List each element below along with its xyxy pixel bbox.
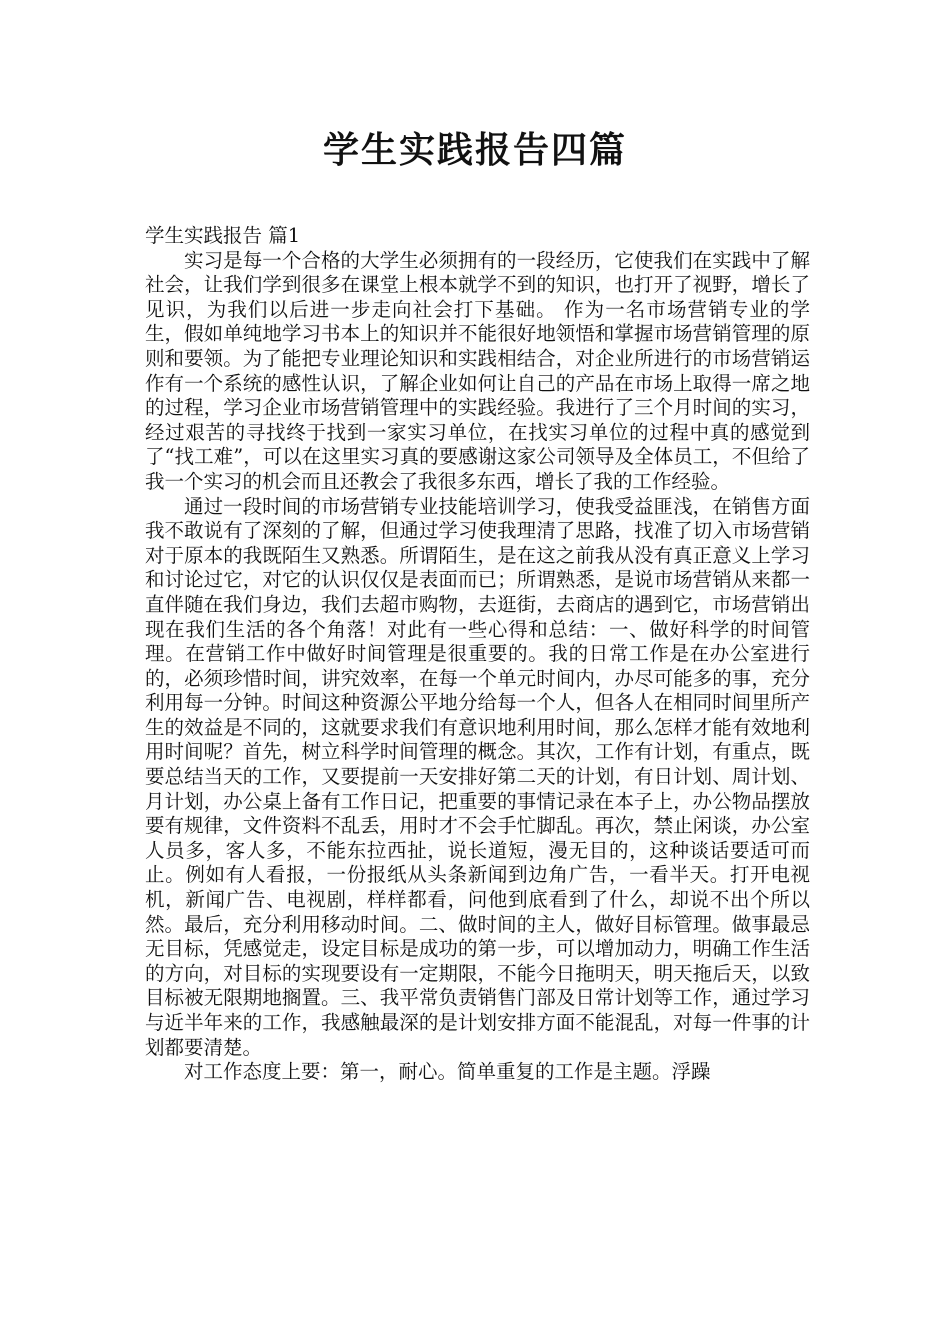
paragraph-2: 通过一段时间的市场营销专业技能培训学习，使我受益匪浅，在销售方面我不敢说有了深刻的了解，但通过学习使我理清了思路，找准了切入市场营销对于原本的我既陌生又熟悉。所谓陌生，是在这之前我从没有真正意义上学习和讨论过它，对它的认识仅仅是表面而已；所谓熟悉，是说市场营销从来都一直伴随在我们身边，我们去超市购物，去逛街，去商店的遇到它，市场营销出现在我们生活的各个角落！对此有一些心得和总结：一、做好科学的时间管理。在营销工作中做好时间管理是很重要的。我的日常工作是在办公室进行的，必须珍惜时间，讲究效率，在每一个单元时间内，办尽可能多的事，充分利用每一分钟。时间这种资源公平地分给每一个人，但各人在相同时间里所产生的效益是不同的，这就要求我们有意识地利用时间，那么怎样才能有效地利用时间呢？首先，树立科学时间管理的概念。其次，工作有计划，有重点，既要总结当天的工作，又要提前一天安排好第二天的计划，有日计划、周计划、月计划，办公桌上备有工作日记，把重要的事情记录在本子上，办公物品摆放要有规律，文件资料不乱丢，用时才不会手忙脚乱。再次，禁止闲谈，办公室人员多，客人多，不能东拉西扯，说长道短，漫无目的，这种谈话要适可而止。例如有人看报，一份报纸从头条新闻到边角广告，一看半天。打开电视机，新闻广告、电视剧，样样都看，问他到底看到了什么，却说不出个所以然。最后，充分利用移动时间。二、做时间的主人，做好目标管理。做事最忌无目标，凭感觉走，设定目标是成功的第一步，可以增加动力，明确工作生活的方向，对目标的实现要设有一定期限，不能今日拖明天，明天拖后天，以致目标被无限期地搁置。三、我平常负责销售门部及日常计划等工作，通过学习与近半年来的工作，我感触最深的是计划安排方面不能混乱，对每一件事的计划都要清楚。: [145, 494, 810, 1059]
document-title: 学生实践报告四篇: [322, 130, 627, 171]
paragraph-3: 对工作态度上要：第一，耐心。简单重复的工作是主题。浮躁: [184, 1060, 711, 1084]
paragraph-1: 实习是每一个合格的大学生必须拥有的一段经历，它使我们在实践中了解社会，让我们学到很多在课堂上根本就学不到的知识，也打开了视野，增长了见识，为我们以后进一步走向社会打下基础。 作为一名市场营销专业的学生，假如单纯地学习书本上的知识并不能很好地领悟和掌握市场营销管理的原则和要领。为了能把专业理论知识和实践相结合，对企业所进行的市场营销运作有一个系统的感性认识，了解企业如何让自己的产品在市场上取得一席之地的过程，学习企业市场营销管理中的实践经验。我进行了三个月时间的实习，经过艰苦的寻找终于找到一家实习单位，在找实习单位的过程中真的感觉到了“找工难”，可以在这里实习真的要感谢这家公司领导及全体员工，不但给了我一个实习的机会而且还教会了我很多东西，增长了我的工作经验。: [145, 248, 810, 493]
section-heading: 学生实践报告 篇1: [145, 224, 301, 247]
document-body: [145, 224, 810, 1085]
